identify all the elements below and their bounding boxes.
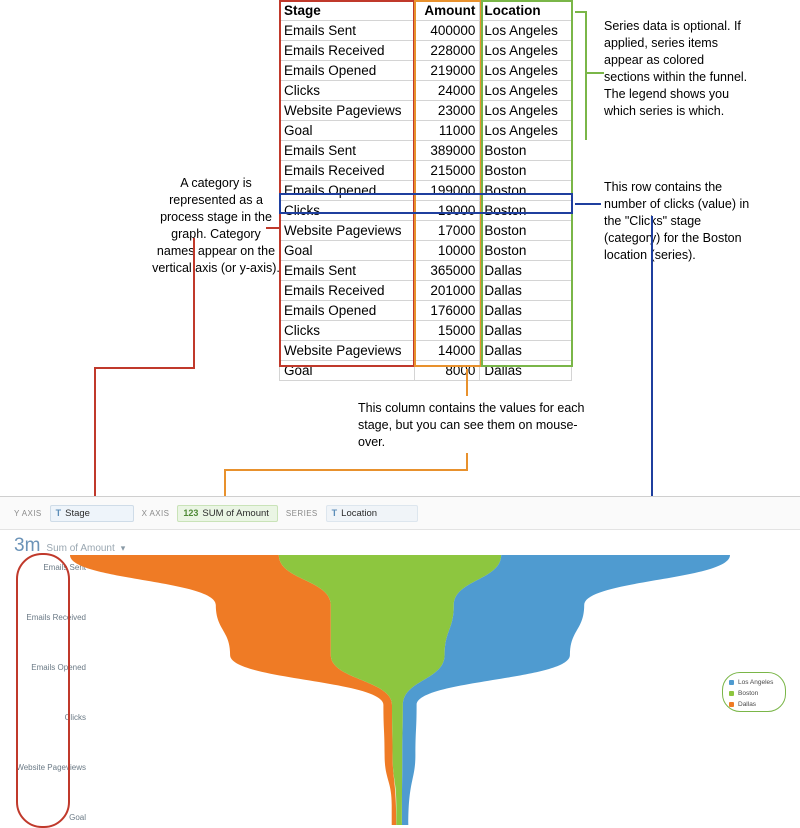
table-cell: Los Angeles — [480, 21, 572, 41]
table-cell: Emails Sent — [280, 21, 415, 41]
table-cell: Goal — [280, 241, 415, 261]
text-field-icon: T — [55, 508, 62, 518]
shelf-label-x-axis: X AXIS — [141, 508, 170, 518]
table-cell: Emails Sent — [280, 261, 415, 281]
legend-item-label: Boston — [738, 690, 759, 697]
table-cell: 10000 — [414, 241, 480, 261]
text-field-icon-2: T — [331, 508, 338, 518]
table-cell: Dallas — [480, 321, 572, 341]
table-cell: Boston — [480, 201, 572, 221]
table-cell: Website Pageviews — [280, 101, 415, 121]
shelf-pill-sum-of-amount[interactable] — [177, 505, 278, 522]
legend-color-swatch — [729, 680, 734, 685]
table-cell: Emails Sent — [280, 141, 415, 161]
table-cell: Los Angeles — [480, 41, 572, 61]
table-cell: Clicks — [280, 321, 415, 341]
table-cell: Emails Received — [280, 281, 415, 301]
legend-color-swatch — [729, 702, 734, 707]
funnel-chart-panel — [0, 496, 800, 828]
table-cell: Dallas — [480, 301, 572, 321]
table-cell: Clicks — [280, 201, 415, 221]
shelf-pill-location[interactable] — [326, 505, 418, 522]
table-cell: 11000 — [414, 121, 480, 141]
y-axis-label: Goal — [69, 813, 86, 822]
funnel-shape — [60, 555, 760, 825]
y-axis-label: Emails Sent — [43, 563, 86, 572]
table-cell: 199000 — [414, 181, 480, 201]
chart-legend — [722, 672, 786, 712]
measure-name-label: Sum of Amount — [46, 543, 115, 554]
table-cell: 201000 — [414, 281, 480, 301]
table-cell: 19000 — [414, 201, 480, 221]
shelf-label-series: SERIES — [285, 508, 318, 518]
table-cell: Los Angeles — [480, 61, 572, 81]
shelf-pill-stage-label: Stage — [65, 507, 90, 519]
callout-category-text: A category is represented as a process stage in the graph. Category names appear on the vertical axis (or y-axis). — [152, 176, 280, 275]
column-header-stage: Stage — [280, 1, 415, 21]
legend-item[interactable] — [729, 677, 779, 688]
table-cell: 219000 — [414, 61, 480, 81]
callout-row-text: This row contains the number of clicks (value) in the "Clicks" stage (category) for the Boston location (series). — [604, 180, 750, 262]
table-cell: 400000 — [414, 21, 480, 41]
table-cell: Boston — [480, 221, 572, 241]
table-cell: 17000 — [414, 221, 480, 241]
column-header-amount: Amount — [414, 1, 480, 21]
table-cell: Boston — [480, 161, 572, 181]
chart-shelf-bar — [0, 497, 800, 530]
table-cell: Los Angeles — [480, 101, 572, 121]
table-cell: Emails Received — [280, 41, 415, 61]
table-cell: 8000 — [414, 361, 480, 381]
table-cell: Goal — [280, 361, 415, 381]
table-cell: Boston — [480, 181, 572, 201]
shelf-pill-stage[interactable] — [50, 505, 134, 522]
legend-item-label: Dallas — [738, 701, 757, 708]
table-cell: 365000 — [414, 261, 480, 281]
table-cell: Boston — [480, 141, 572, 161]
legend-item[interactable] — [729, 688, 779, 699]
number-field-icon: 123 — [183, 508, 199, 518]
y-axis-label: Emails Received — [26, 613, 86, 622]
table-cell: 215000 — [414, 161, 480, 181]
table-cell: Los Angeles — [480, 81, 572, 101]
table-cell: Website Pageviews — [280, 341, 415, 361]
table-cell: Emails Opened — [280, 301, 415, 321]
table-cell: Goal — [280, 121, 415, 141]
table-cell: Clicks — [280, 81, 415, 101]
chevron-down-icon[interactable]: ▾ — [120, 543, 126, 553]
table-cell: Emails Opened — [280, 181, 415, 201]
table-cell: Dallas — [480, 341, 572, 361]
table-cell: Los Angeles — [480, 121, 572, 141]
shelf-pill-amount-label: SUM of Amount — [202, 507, 269, 519]
table-cell: Dallas — [480, 261, 572, 281]
table-cell: Dallas — [480, 361, 572, 381]
table-cell: 176000 — [414, 301, 480, 321]
legend-item-label: Los Angeles — [738, 679, 774, 686]
table-cell: Emails Received — [280, 161, 415, 181]
shelf-pill-location-label: Location — [341, 507, 378, 519]
legend-item[interactable] — [729, 699, 779, 710]
callout-series-text: Series data is optional. If applied, series items appear as colored sections within the funnel. The legend shows you which series is which. — [604, 19, 748, 118]
table-cell: 389000 — [414, 141, 480, 161]
table-cell: 14000 — [414, 341, 480, 361]
y-axis-label: Website Pageviews — [16, 763, 86, 772]
table-cell: 24000 — [414, 81, 480, 101]
shelf-label-y-axis: Y AXIS — [14, 508, 42, 518]
table-cell: Dallas — [480, 281, 572, 301]
y-axis-label: Emails Opened — [31, 663, 86, 672]
table-cell: 228000 — [414, 41, 480, 61]
y-axis-label: Clicks — [64, 713, 86, 722]
table-cell: Boston — [480, 241, 572, 261]
measure-total-value: 3m — [14, 535, 41, 556]
table-cell: 23000 — [414, 101, 480, 121]
callout-values-text: This column contains the values for each stage, but you can see them on mouse-over. — [358, 401, 585, 449]
table-cell: 15000 — [414, 321, 480, 341]
legend-color-swatch — [729, 691, 734, 696]
table-cell: Website Pageviews — [280, 221, 415, 241]
measure-summary — [14, 535, 125, 557]
table-cell: Emails Opened — [280, 61, 415, 81]
column-header-location: Location — [480, 1, 572, 21]
